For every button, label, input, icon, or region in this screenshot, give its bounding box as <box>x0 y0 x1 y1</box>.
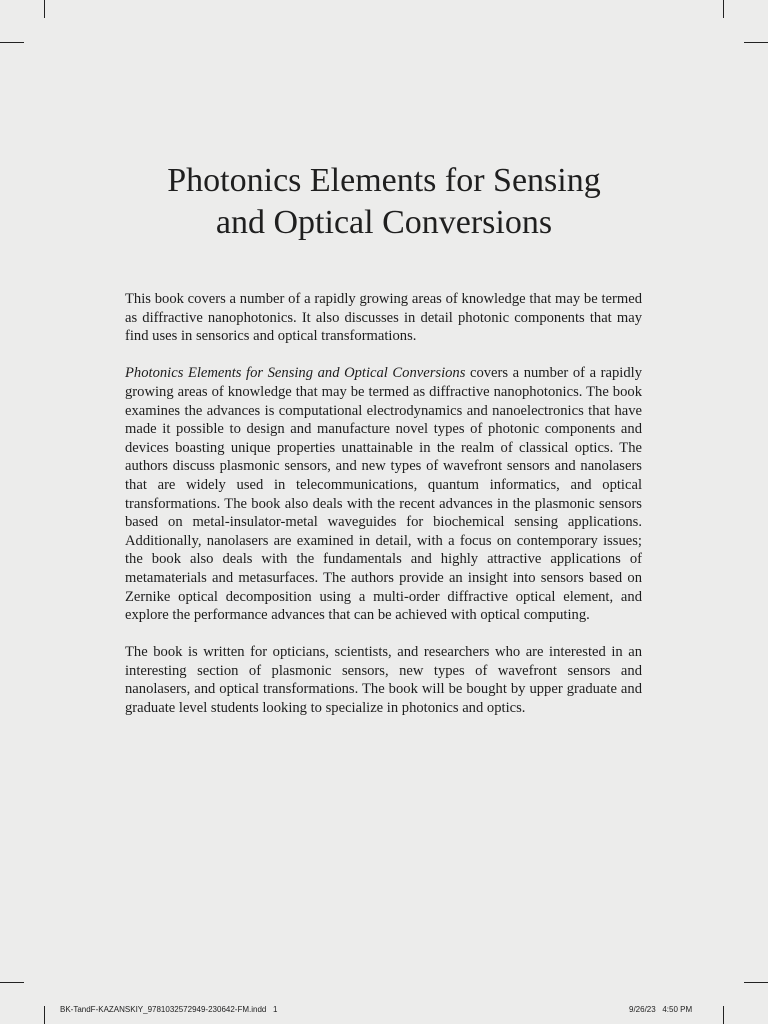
book-title <box>0 160 768 244</box>
crop-mark-left-top <box>0 42 24 43</box>
paragraph-audience: The book is written for opticians, scientists, and researchers who are interested in an interesting section of plasmonic sensors, new types of wavefront sensors and nanolasers, and optical transformations. The book will be bought by upper graduate and graduate level students looking to specialize in photonics and optics. <box>125 644 642 717</box>
book-title-line-1: Photonics Elements for Sensing <box>167 162 601 199</box>
print-slug-timestamp: 9/26/23 4:50 PM <box>629 1005 693 1014</box>
crop-mark-top-right <box>723 0 724 18</box>
book-description <box>125 290 642 736</box>
paragraph-intro: This book covers a number of a rapidly growing areas of knowledge that may be termed as diffractive nanophotonics. It also discusses in detail photonic components that may find uses in sensorics and optical transformations. <box>125 291 642 345</box>
crop-mark-bottom-left <box>44 1006 45 1024</box>
print-slug-filename: BK-TandF-KAZANSKIY_9781032572949-230642-FM.indd 1 <box>60 1005 278 1014</box>
crop-mark-bottom-right <box>723 1006 724 1024</box>
crop-mark-right-bottom <box>744 982 768 983</box>
paragraph-detail-italic-title: Photonics Elements for Sensing and Optical Conversions <box>125 365 466 382</box>
crop-mark-right-top <box>744 42 768 43</box>
paragraph-detail-text: covers a number of a rapidly growing areas of knowledge that may be termed as diffractive nanophotonics. The book examines the advances is computational electrodynamics and nanoelectronics that have made it possible to design and manufacture novel types of photonic components and devices boasting unique properties unattainable in the realm of classical optics. The authors discuss plasmonic sensors, and new types of wavefront sensors and nanolasers that are widely used in telecommunications, quantum informatics, and optical transformations. The book also deals with the recent advances in the plasmonic sensors based on metal-insulator-metal waveguides for biochemical sensing applications. Additionally, nanolasers are examined in detail, with a focus on contemporary issues; the book also deals with the fundamentals and highly attractive applications of metamaterials and metasurfaces. The authors provide an insight into sensors based on Zernike optical decomposition using a multi-order diffractive optical element, and explore the performance advances that can be achieved with optical computing. <box>125 365 642 624</box>
book-title-line-2: and Optical Conversions <box>215 204 553 241</box>
crop-mark-left-bottom <box>0 982 24 983</box>
crop-mark-top-left <box>44 0 45 18</box>
paragraph-detail <box>125 364 642 624</box>
